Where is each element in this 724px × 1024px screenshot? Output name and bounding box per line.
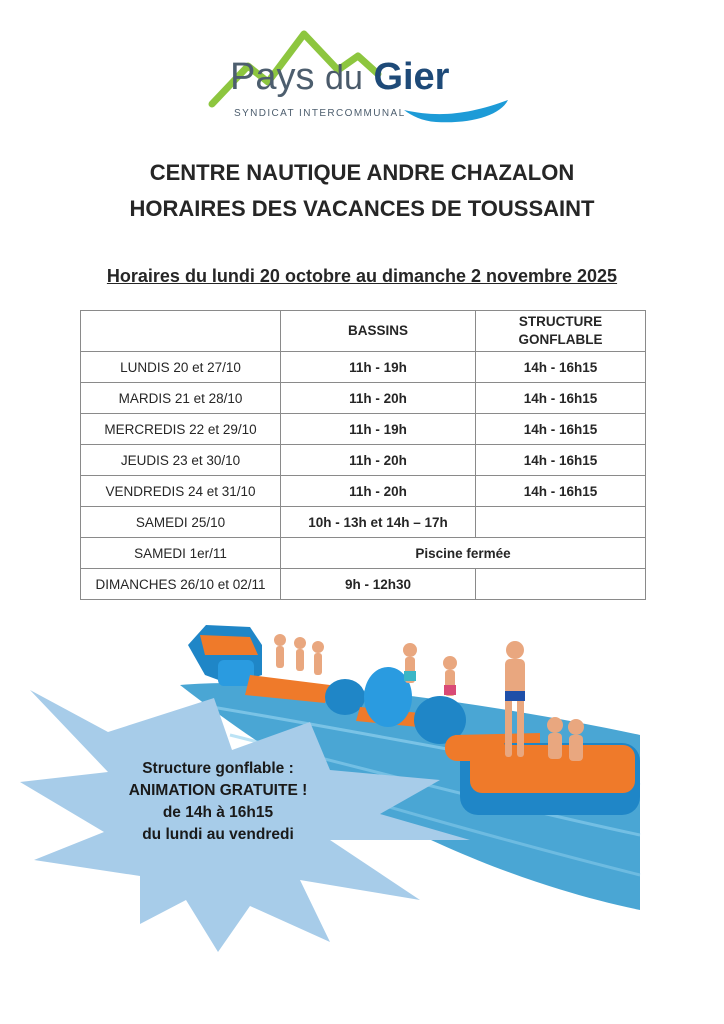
- schedule-table: [80, 310, 646, 600]
- table-cell-day: SAMEDI 25/10: [81, 507, 281, 538]
- logo-subtitle: SYNDICAT INTERCOMMUNAL: [234, 108, 406, 119]
- wave-icon: [404, 100, 508, 122]
- table-row: [81, 507, 646, 538]
- promo-line3: de 14h à 16h15: [162, 804, 274, 821]
- table-cell-day: VENDREDIS 24 et 31/10: [81, 476, 281, 507]
- promo-line4: du lundi au vendredi: [142, 826, 294, 843]
- table-header-structure-line2: GONFLABLE: [518, 332, 603, 347]
- table-row: [81, 476, 646, 507]
- table-row: [81, 445, 646, 476]
- promo-line2: ANIMATION GRATUITE !: [128, 782, 308, 799]
- table-cell-day: JEUDIS 23 et 30/10: [81, 445, 281, 476]
- table-cell-bassins: 11h - 19h: [281, 352, 476, 383]
- table-cell-bassins: 9h - 12h30: [281, 569, 476, 600]
- table-cell-bassins: 11h - 19h: [281, 414, 476, 445]
- table-row: [81, 383, 646, 414]
- table-header-day: [81, 311, 281, 352]
- table-cell-day: LUNDIS 20 et 27/10: [81, 352, 281, 383]
- table-row: [81, 538, 646, 569]
- table-header-row: [81, 311, 646, 352]
- table-header-bassins: BASSINS: [281, 311, 476, 352]
- promo-text: [108, 758, 328, 846]
- logo: [208, 26, 514, 132]
- logo-brand: Pays du Gier: [230, 56, 450, 98]
- table-cell-day: MERCREDIS 22 et 29/10: [81, 414, 281, 445]
- table-cell-bassins: 11h - 20h: [281, 383, 476, 414]
- table-cell-bassins: 11h - 20h: [281, 445, 476, 476]
- table-cell-bassins: 10h - 13h et 14h – 17h: [281, 507, 476, 538]
- table-cell-structure: 14h - 16h15: [476, 414, 646, 445]
- table-cell-merged: Piscine fermée: [281, 538, 646, 569]
- table-cell-structure: [476, 507, 646, 538]
- table-cell-structure: 14h - 16h15: [476, 383, 646, 414]
- page-title-line2: HORAIRES DES VACANCES DE TOUSSAINT: [129, 196, 595, 221]
- table-cell-structure: [476, 569, 646, 600]
- table-cell-day: DIMANCHES 26/10 et 02/11: [81, 569, 281, 600]
- page-title-line1: CENTRE NAUTIQUE ANDRE CHAZALON: [149, 160, 575, 185]
- table-row: [81, 414, 646, 445]
- table-header-structure: [476, 311, 646, 352]
- table-row: [81, 352, 646, 383]
- table-row: [81, 569, 646, 600]
- table-cell-day: SAMEDI 1er/11: [81, 538, 281, 569]
- table-header-structure-line1: STRUCTURE: [518, 314, 603, 329]
- period-heading: Horaires du lundi 20 octobre au dimanche 2 novembre 2025: [106, 266, 618, 286]
- table-cell-structure: 14h - 16h15: [476, 352, 646, 383]
- table-cell-structure: 14h - 16h15: [476, 476, 646, 507]
- table-cell-structure: 14h - 16h15: [476, 445, 646, 476]
- table-cell-day: MARDIS 21 et 28/10: [81, 383, 281, 414]
- promo-line1: Structure gonflable :: [142, 760, 294, 777]
- table-cell-bassins: 11h - 20h: [281, 476, 476, 507]
